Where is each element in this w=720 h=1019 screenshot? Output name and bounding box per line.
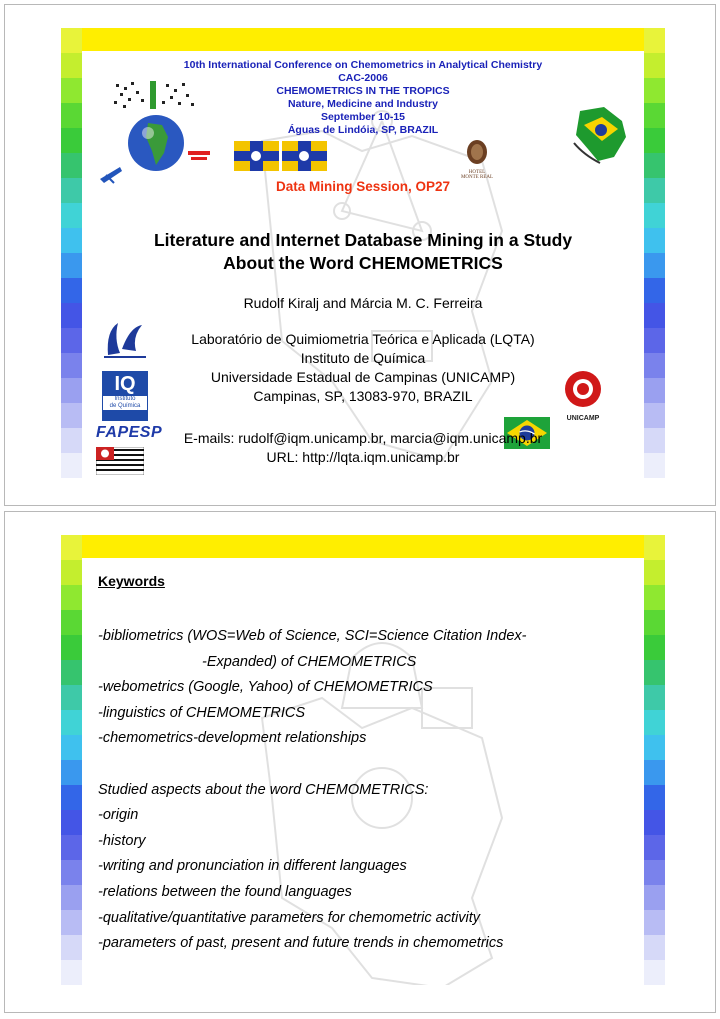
strip-segment — [644, 403, 665, 428]
strip-segment — [644, 660, 665, 685]
fapesp-logo: FAPESP — [96, 424, 163, 441]
list-spacer — [98, 752, 526, 778]
left-color-strip — [61, 28, 82, 478]
strip-segment — [644, 960, 665, 985]
authors: Rudolf Kiralj and Márcia M. C. Ferreira — [243, 295, 483, 311]
affiliation-line-2: Instituto de Química — [300, 350, 426, 366]
strip-segment — [61, 960, 82, 985]
left-color-strip — [61, 535, 82, 985]
conference-subtheme: Nature, Medicine and Industry — [288, 98, 438, 110]
strip-segment — [644, 685, 665, 710]
iq-caption-line1: Instituto — [114, 396, 136, 402]
strip-segment — [644, 560, 665, 585]
slide-2-content — [82, 558, 644, 985]
aspects-heading: Studied aspects about the word CHEMOMETRICS: — [98, 781, 429, 798]
keyword-item-3: -linguistics of CHEMOMETRICS — [98, 704, 306, 721]
strip-segment — [61, 78, 82, 103]
strip-segment — [644, 760, 665, 785]
aspect-item-4: -relations between the found languages — [98, 883, 352, 900]
strip-segment — [61, 660, 82, 685]
strip-segment — [61, 28, 82, 53]
strip-segment — [61, 178, 82, 203]
strip-segment — [61, 785, 82, 810]
strip-segment — [61, 585, 82, 610]
strip-segment — [61, 760, 82, 785]
strip-segment — [644, 935, 665, 960]
strip-segment — [61, 610, 82, 635]
aspect-item-1: -origin — [98, 807, 139, 824]
affiliation — [82, 330, 644, 406]
slide-1 — [61, 28, 665, 478]
strip-segment — [644, 28, 665, 53]
slide-page-1 — [4, 4, 716, 506]
keyword-item-4: -chemometrics-development relationships — [98, 730, 367, 747]
strip-segment — [644, 53, 665, 78]
strip-segment — [644, 203, 665, 228]
keywords-list — [98, 624, 526, 957]
email-addresses: E-mails: rudolf@iqm.unicamp.br, marcia@iqm.unicamp.br — [183, 430, 543, 446]
strip-segment — [61, 685, 82, 710]
strip-segment — [61, 353, 82, 378]
monte-real-line2: MONTE REAL — [460, 175, 494, 180]
aspect-item-2: -history — [98, 832, 146, 849]
conference-location: Águas de Lindóia, SP, BRAZIL — [287, 124, 439, 136]
strip-segment — [61, 885, 82, 910]
right-color-strip — [644, 28, 665, 478]
strip-segment — [61, 153, 82, 178]
strip-segment — [644, 610, 665, 635]
strip-segment — [61, 635, 82, 660]
keywords-heading: Keywords — [98, 573, 165, 589]
iq-caption-line2: de Química — [109, 403, 141, 409]
title-line-2: About the Word CHEMOMETRICS — [223, 253, 503, 273]
strip-segment — [61, 860, 82, 885]
slide-page-2 — [4, 511, 716, 1013]
strip-segment — [61, 303, 82, 328]
strip-segment — [61, 228, 82, 253]
strip-segment — [644, 835, 665, 860]
aspect-item-5: -qualitative/quantitative parameters for chemometric activity — [98, 909, 480, 926]
strip-segment — [644, 810, 665, 835]
strip-segment — [61, 253, 82, 278]
strip-segment — [61, 428, 82, 453]
strip-segment — [61, 535, 82, 560]
affiliation-line-3: Universidade Estadual de Campinas (UNICAMP) — [210, 369, 516, 385]
strip-segment — [644, 535, 665, 560]
keyword-item-2: -webometrics (Google, Yahoo) of CHEMOMETRICS — [98, 679, 433, 696]
strip-segment — [61, 278, 82, 303]
conference-dates: September 10-15 — [320, 111, 406, 123]
session-label: Data Mining Session, OP27 — [275, 179, 451, 194]
cac-globe-logo — [96, 79, 216, 191]
strip-segment — [644, 253, 665, 278]
strip-segment — [61, 128, 82, 153]
strip-segment — [644, 785, 665, 810]
strip-segment — [644, 153, 665, 178]
strip-segment — [61, 560, 82, 585]
strip-segment — [644, 128, 665, 153]
keyword-item-1: -bibliometrics (WOS=Web of Science, SCI=Science Citation Index- — [98, 628, 527, 644]
strip-segment — [644, 910, 665, 935]
strip-segment — [61, 53, 82, 78]
strip-segment — [644, 278, 665, 303]
strip-segment — [61, 810, 82, 835]
slide-2 — [61, 535, 665, 985]
strip-segment — [644, 353, 665, 378]
strip-segment — [644, 635, 665, 660]
monte-real-logo — [458, 139, 496, 181]
unicamp-caption: UNICAMP — [566, 415, 600, 422]
strip-segment — [644, 710, 665, 735]
state-flag-right — [282, 141, 327, 171]
strip-segment — [61, 453, 82, 478]
strip-segment — [644, 735, 665, 760]
strip-segment — [644, 178, 665, 203]
brazil-map-logo — [570, 103, 630, 165]
right-color-strip — [644, 535, 665, 985]
strip-segment — [61, 935, 82, 960]
iq-letters: IQ — [114, 373, 136, 395]
conference-code: CAC-2006 — [338, 72, 388, 84]
strip-segment — [644, 103, 665, 128]
strip-segment — [644, 885, 665, 910]
state-flag-left — [234, 141, 279, 171]
strip-segment — [644, 378, 665, 403]
keyword-item-1-continued: -Expanded) of CHEMOMETRICS — [202, 653, 417, 670]
contact-info — [82, 429, 644, 467]
strip-segment — [644, 303, 665, 328]
presentation-title — [102, 229, 624, 275]
strip-segment — [61, 403, 82, 428]
conference-theme: CHEMOMETRICS IN THE TROPICS — [276, 85, 450, 97]
affiliation-line-1: Laboratório de Quimiometria Teórica e Aplicada (LQTA) — [191, 331, 535, 347]
strip-segment — [61, 710, 82, 735]
strip-segment — [61, 835, 82, 860]
strip-segment — [644, 860, 665, 885]
monte-real-crest-icon — [465, 139, 489, 165]
website-url: URL: http://lqta.iqm.unicamp.br — [266, 449, 460, 465]
strip-segment — [61, 103, 82, 128]
strip-segment — [644, 328, 665, 353]
title-line-1: Literature and Internet Database Mining in a Study — [153, 230, 573, 250]
aspect-item-3: -writing and pronunciation in different languages — [98, 858, 407, 875]
slide-top-bar — [61, 28, 665, 51]
slide-1-content — [82, 51, 644, 478]
strip-segment — [644, 78, 665, 103]
strip-segment — [644, 228, 665, 253]
strip-segment — [61, 328, 82, 353]
monte-real-line1: HOTEL — [468, 170, 486, 175]
strip-segment — [644, 585, 665, 610]
strip-segment — [644, 453, 665, 478]
strip-segment — [61, 203, 82, 228]
slide-top-bar — [61, 535, 665, 558]
aspect-item-6: -parameters of past, present and future trends in chemometrics — [98, 935, 504, 952]
strip-segment — [61, 910, 82, 935]
strip-segment — [61, 378, 82, 403]
strip-segment — [61, 735, 82, 760]
conference-name: 10th International Conference on Chemometrics in Analytical Chemistry — [183, 59, 543, 71]
strip-segment — [644, 428, 665, 453]
affiliation-line-4: Campinas, SP, 13083-970, BRAZIL — [253, 388, 473, 404]
